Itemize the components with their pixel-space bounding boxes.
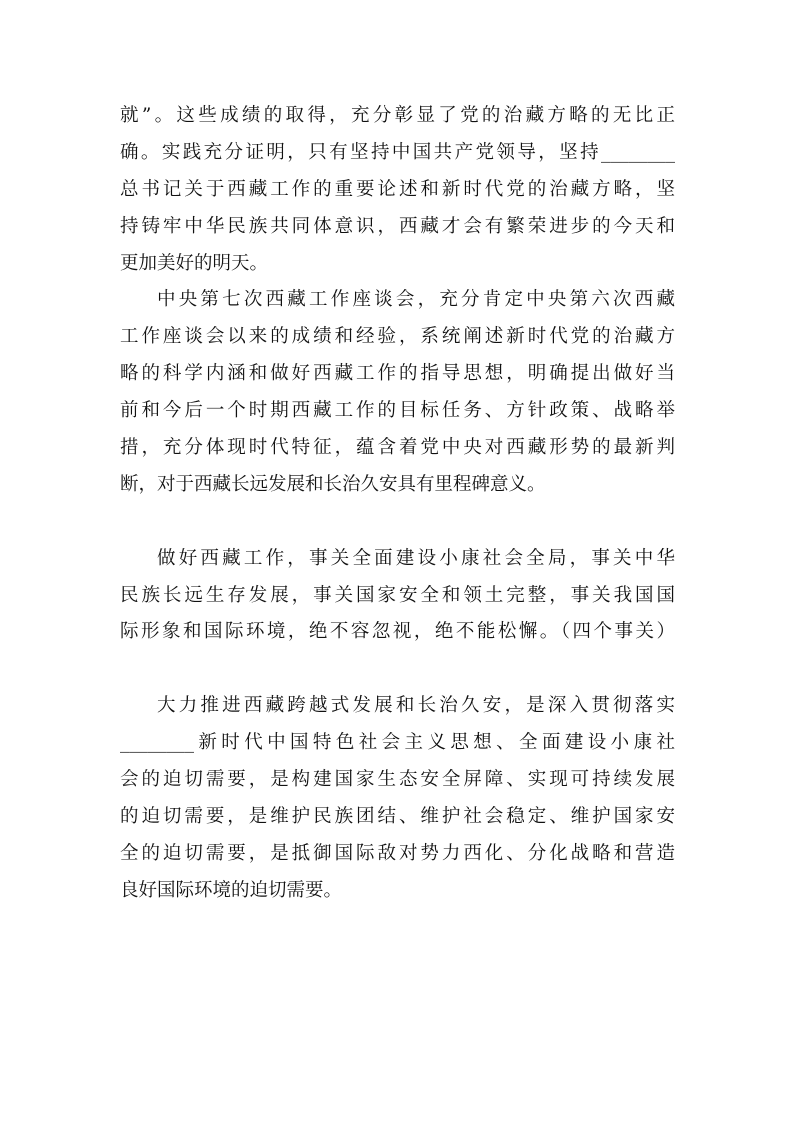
text-line: 措，充分体现时代特征，蕴含着党中央对西藏形势的最新判 xyxy=(120,437,675,459)
text-line: 际形象和国际环境，绝不容忽视，绝不能松懈。（四个事关） xyxy=(120,621,675,643)
text-line: 就”。这些成绩的取得，充分彰显了党的治藏方略的无比正 xyxy=(120,105,675,126)
text-line: 持铸牢中华民族共同体意识，西藏才会有繁荣进步的今天和 xyxy=(120,215,675,237)
text-line: 略的科学内涵和做好西藏工作的指导思想，明确提出做好当 xyxy=(120,363,675,385)
text-line: 总书记关于西藏工作的重要论述和新时代党的治藏方略，坚 xyxy=(120,178,675,200)
text-line: 前和今后一个时期西藏工作的目标任务、方针政策、战略举 xyxy=(120,400,675,422)
text-line: 会的迫切需要，是构建国家生态安全屏障、实现可持续发展 xyxy=(120,769,675,791)
paragraph-4 xyxy=(120,688,675,909)
text-line: 民族长远生存发展，事关国家安全和领土完整，事关我国国 xyxy=(120,584,675,606)
text-line: ________新时代中国特色社会主义思想、全面建设小康社 xyxy=(120,732,675,754)
text-line: 全的迫切需要，是抵御国际敌对势力西化、分化战略和营造 xyxy=(120,842,675,864)
paragraph-spacer xyxy=(120,504,675,541)
paragraph-1 xyxy=(120,98,675,282)
text-line: 良好国际环境的迫切需要。 xyxy=(120,879,343,901)
paragraph-spacer xyxy=(120,651,675,688)
paragraph-3 xyxy=(120,541,675,652)
text-line: 更加美好的明天。 xyxy=(120,252,269,274)
text-line: 断，对于西藏长远发展和长治久安具有里程碑意义。 xyxy=(120,473,546,495)
text-line: 的迫切需要，是维护民族团结、维护社会稳定、维护国家安 xyxy=(120,805,675,827)
paragraph-2 xyxy=(120,282,675,503)
text-line: 确。实践充分证明，只有坚持中国共产党领导，坚持________ xyxy=(120,141,675,163)
text-line: 做好西藏工作，事关全面建设小康社会全局，事关中华 xyxy=(157,547,675,569)
text-line: 工作座谈会以来的成绩和经验，系统阐述新时代党的治藏方 xyxy=(120,326,675,348)
document-body xyxy=(120,98,675,910)
text-line: 大力推进西藏跨越式发展和长治久安，是深入贯彻落实 xyxy=(157,695,675,717)
text-line: 中央第七次西藏工作座谈会，充分肯定中央第六次西藏 xyxy=(157,289,675,311)
